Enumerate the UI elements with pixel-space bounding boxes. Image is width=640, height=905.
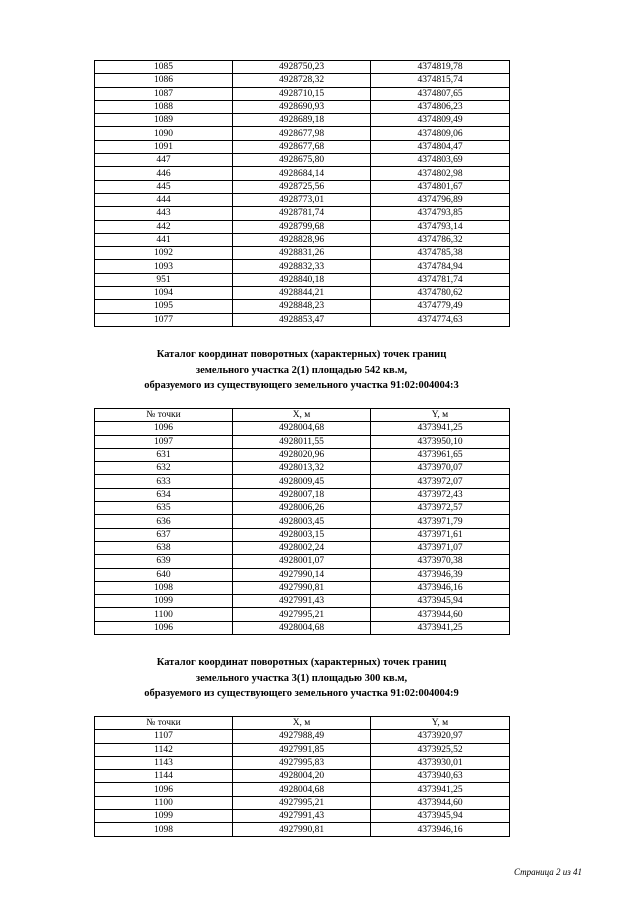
x-coordinate-cell: 4928684,14: [233, 167, 371, 180]
x-coordinate-cell: 4927995,83: [233, 756, 371, 769]
y-coordinate-cell: 4373961,65: [371, 448, 510, 461]
x-coordinate-cell: 4928013,32: [233, 462, 371, 475]
table-row: [95, 87, 510, 100]
x-coordinate-cell: 4927991,43: [233, 810, 371, 823]
x-coordinate-cell: 4928773,01: [233, 193, 371, 206]
x-coordinate-cell: 4927995,21: [233, 608, 371, 621]
section-heading-plot-3: [94, 655, 509, 702]
table-row: [95, 247, 510, 260]
point-number-cell: 1089: [95, 114, 233, 127]
table-row: [95, 193, 510, 206]
table-row: [95, 140, 510, 153]
x-coordinate-cell: 4928020,96: [233, 448, 371, 461]
table-row: [95, 621, 510, 634]
point-number-cell: 443: [95, 207, 233, 220]
table-row: [95, 555, 510, 568]
point-number-cell: 1095: [95, 300, 233, 313]
x-coordinate-cell: 4928677,98: [233, 127, 371, 140]
x-coordinate-cell: 4928677,68: [233, 140, 371, 153]
column-header-y: Y, м: [371, 409, 510, 422]
table-row: [95, 287, 510, 300]
table-row: [95, 167, 510, 180]
y-coordinate-cell: 4373946,39: [371, 568, 510, 581]
y-coordinate-cell: 4374780,62: [371, 287, 510, 300]
table-row: [95, 528, 510, 541]
point-number-cell: 1092: [95, 247, 233, 260]
point-number-cell: 1099: [95, 810, 233, 823]
table-row: [95, 300, 510, 313]
coordinates-table-plot-3: [94, 716, 510, 837]
table-body: [95, 730, 510, 836]
table-row: [95, 608, 510, 621]
point-number-cell: 444: [95, 193, 233, 206]
point-number-cell: 1077: [95, 313, 233, 326]
y-coordinate-cell: 4374804,47: [371, 140, 510, 153]
x-coordinate-cell: 4928725,56: [233, 180, 371, 193]
x-coordinate-cell: 4928003,15: [233, 528, 371, 541]
y-coordinate-cell: 4373940,63: [371, 770, 510, 783]
y-coordinate-cell: 4373971,79: [371, 515, 510, 528]
point-number-cell: 637: [95, 528, 233, 541]
table-row: [95, 770, 510, 783]
x-coordinate-cell: 4928006,26: [233, 502, 371, 515]
x-coordinate-cell: 4928004,20: [233, 770, 371, 783]
point-number-cell: 631: [95, 448, 233, 461]
point-number-cell: 446: [95, 167, 233, 180]
x-coordinate-cell: 4928009,45: [233, 475, 371, 488]
table-row: [95, 823, 510, 836]
x-coordinate-cell: 4928728,32: [233, 74, 371, 87]
table-row: [95, 502, 510, 515]
x-coordinate-cell: 4928781,74: [233, 207, 371, 220]
x-coordinate-cell: 4928799,68: [233, 220, 371, 233]
point-number-cell: 1144: [95, 770, 233, 783]
y-coordinate-cell: 4373941,25: [371, 621, 510, 634]
x-coordinate-cell: 4928002,24: [233, 541, 371, 554]
point-number-cell: 1094: [95, 287, 233, 300]
point-number-cell: 638: [95, 541, 233, 554]
x-coordinate-cell: 4928675,80: [233, 154, 371, 167]
table-row: [95, 448, 510, 461]
point-number-cell: 1087: [95, 87, 233, 100]
table-row: [95, 488, 510, 501]
y-coordinate-cell: 4373971,07: [371, 541, 510, 554]
y-coordinate-cell: 4373920,97: [371, 730, 510, 743]
x-coordinate-cell: 4927991,85: [233, 743, 371, 756]
point-number-cell: 1096: [95, 422, 233, 435]
y-coordinate-cell: 4374796,89: [371, 193, 510, 206]
table-row: [95, 810, 510, 823]
y-coordinate-cell: 4374786,32: [371, 233, 510, 246]
x-coordinate-cell: 4927990,14: [233, 568, 371, 581]
x-coordinate-cell: 4928690,93: [233, 100, 371, 113]
table-header-row: [95, 409, 510, 422]
x-coordinate-cell: 4928003,45: [233, 515, 371, 528]
x-coordinate-cell: 4928832,33: [233, 260, 371, 273]
y-coordinate-cell: 4374793,14: [371, 220, 510, 233]
y-coordinate-cell: 4373941,25: [371, 783, 510, 796]
y-coordinate-cell: 4374806,23: [371, 100, 510, 113]
table-body: [95, 61, 510, 327]
x-coordinate-cell: 4928004,68: [233, 422, 371, 435]
y-coordinate-cell: 4374785,38: [371, 247, 510, 260]
y-coordinate-cell: 4373945,94: [371, 595, 510, 608]
table-row: [95, 154, 510, 167]
heading-line: Каталог координат поворотных (характерных) точек границ: [156, 349, 447, 360]
point-number-cell: 1085: [95, 61, 233, 74]
y-coordinate-cell: 4374803,69: [371, 154, 510, 167]
y-coordinate-cell: 4373972,57: [371, 502, 510, 515]
y-coordinate-cell: 4373972,43: [371, 488, 510, 501]
x-coordinate-cell: 4928011,55: [233, 435, 371, 448]
point-number-cell: 636: [95, 515, 233, 528]
column-header-y: Y, м: [371, 717, 510, 730]
point-number-cell: 1088: [95, 100, 233, 113]
column-header-x: X, м: [233, 409, 371, 422]
point-number-cell: 640: [95, 568, 233, 581]
table-row: [95, 127, 510, 140]
table-row: [95, 273, 510, 286]
x-coordinate-cell: 4927995,21: [233, 796, 371, 809]
table-row: [95, 207, 510, 220]
y-coordinate-cell: 4374779,49: [371, 300, 510, 313]
y-coordinate-cell: 4374815,74: [371, 74, 510, 87]
point-number-cell: 1099: [95, 595, 233, 608]
heading-line: земельного участка 2(1) площадью 542 кв.м,: [195, 364, 408, 376]
page-number: Страница 2 из 41: [514, 867, 582, 877]
x-coordinate-cell: 4927990,81: [233, 581, 371, 594]
column-header-point: № точки: [95, 409, 233, 422]
y-coordinate-cell: 4373944,60: [371, 796, 510, 809]
heading-line: Каталог координат поворотных (характерных) точек границ: [156, 657, 447, 668]
point-number-cell: 1086: [95, 74, 233, 87]
table-row: [95, 595, 510, 608]
y-coordinate-cell: 4374809,06: [371, 127, 510, 140]
table-row: [95, 422, 510, 435]
table-row: [95, 515, 510, 528]
point-number-cell: 1143: [95, 756, 233, 769]
x-coordinate-cell: 4928840,18: [233, 273, 371, 286]
y-coordinate-cell: 4373930,01: [371, 756, 510, 769]
y-coordinate-cell: 4374774,63: [371, 313, 510, 326]
point-number-cell: 1100: [95, 796, 233, 809]
table-header-row: [95, 717, 510, 730]
point-number-cell: 1093: [95, 260, 233, 273]
y-coordinate-cell: 4374793,85: [371, 207, 510, 220]
x-coordinate-cell: 4928831,26: [233, 247, 371, 260]
y-coordinate-cell: 4373950,10: [371, 435, 510, 448]
x-coordinate-cell: 4928828,96: [233, 233, 371, 246]
table-row: [95, 100, 510, 113]
point-number-cell: 639: [95, 555, 233, 568]
table-row: [95, 233, 510, 246]
table-row: [95, 796, 510, 809]
table-row: [95, 756, 510, 769]
table-row: [95, 783, 510, 796]
heading-line: образуемого из существующего земельного участка 91:02:004004:9: [144, 688, 459, 699]
coordinates-table-continued: [94, 60, 510, 327]
y-coordinate-cell: 4373944,60: [371, 608, 510, 621]
section-heading-plot-2: [94, 347, 509, 394]
x-coordinate-cell: 4928844,21: [233, 287, 371, 300]
y-coordinate-cell: 4374781,74: [371, 273, 510, 286]
y-coordinate-cell: 4373925,52: [371, 743, 510, 756]
table-row: [95, 743, 510, 756]
y-coordinate-cell: 4373945,94: [371, 810, 510, 823]
x-coordinate-cell: 4928004,68: [233, 621, 371, 634]
x-coordinate-cell: 4927988,49: [233, 730, 371, 743]
point-number-cell: 1097: [95, 435, 233, 448]
y-coordinate-cell: 4373971,61: [371, 528, 510, 541]
y-coordinate-cell: 4373941,25: [371, 422, 510, 435]
y-coordinate-cell: 4374809,49: [371, 114, 510, 127]
heading-line: земельного участка 3(1) площадью 300 кв.м,: [195, 672, 408, 684]
y-coordinate-cell: 4374802,98: [371, 167, 510, 180]
table-row: [95, 462, 510, 475]
table-row: [95, 581, 510, 594]
heading-line: образуемого из существующего земельного участка 91:02:004004:3: [144, 380, 459, 391]
x-coordinate-cell: 4928007,18: [233, 488, 371, 501]
point-number-cell: 1096: [95, 783, 233, 796]
table-row: [95, 475, 510, 488]
coordinates-table-plot-2: [94, 408, 510, 635]
x-coordinate-cell: 4928689,18: [233, 114, 371, 127]
table-body: [95, 422, 510, 635]
point-number-cell: 1098: [95, 581, 233, 594]
x-coordinate-cell: 4928848,23: [233, 300, 371, 313]
point-number-cell: 632: [95, 462, 233, 475]
point-number-cell: 1107: [95, 730, 233, 743]
y-coordinate-cell: 4373970,07: [371, 462, 510, 475]
x-coordinate-cell: 4928001,07: [233, 555, 371, 568]
column-header-point: № точки: [95, 717, 233, 730]
point-number-cell: 1096: [95, 621, 233, 634]
x-coordinate-cell: 4927990,81: [233, 823, 371, 836]
y-coordinate-cell: 4374819,78: [371, 61, 510, 74]
y-coordinate-cell: 4374801,67: [371, 180, 510, 193]
point-number-cell: 951: [95, 273, 233, 286]
y-coordinate-cell: 4373972,07: [371, 475, 510, 488]
point-number-cell: 1142: [95, 743, 233, 756]
x-coordinate-cell: 4927991,43: [233, 595, 371, 608]
point-number-cell: 1100: [95, 608, 233, 621]
table-row: [95, 180, 510, 193]
point-number-cell: 633: [95, 475, 233, 488]
x-coordinate-cell: 4928004,68: [233, 783, 371, 796]
y-coordinate-cell: 4374807,65: [371, 87, 510, 100]
y-coordinate-cell: 4373946,16: [371, 581, 510, 594]
y-coordinate-cell: 4374784,94: [371, 260, 510, 273]
point-number-cell: 1090: [95, 127, 233, 140]
table-row: [95, 61, 510, 74]
point-number-cell: 441: [95, 233, 233, 246]
table-row: [95, 220, 510, 233]
y-coordinate-cell: 4373946,16: [371, 823, 510, 836]
table-row: [95, 568, 510, 581]
table-row: [95, 730, 510, 743]
table-row: [95, 74, 510, 87]
point-number-cell: 445: [95, 180, 233, 193]
point-number-cell: 1091: [95, 140, 233, 153]
point-number-cell: 635: [95, 502, 233, 515]
x-coordinate-cell: 4928750,23: [233, 61, 371, 74]
y-coordinate-cell: 4373970,38: [371, 555, 510, 568]
point-number-cell: 634: [95, 488, 233, 501]
table-row: [95, 541, 510, 554]
point-number-cell: 1098: [95, 823, 233, 836]
point-number-cell: 447: [95, 154, 233, 167]
x-coordinate-cell: 4928710,15: [233, 87, 371, 100]
column-header-x: X, м: [233, 717, 371, 730]
table-row: [95, 260, 510, 273]
table-row: [95, 114, 510, 127]
x-coordinate-cell: 4928853,47: [233, 313, 371, 326]
point-number-cell: 442: [95, 220, 233, 233]
table-row: [95, 313, 510, 326]
table-row: [95, 435, 510, 448]
